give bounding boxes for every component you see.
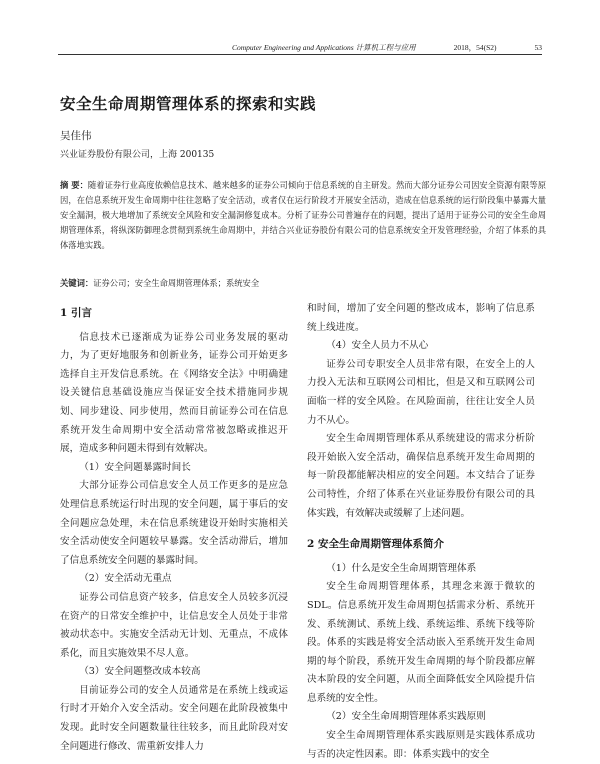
- paragraph: 信息技术已逐渐成为证券公司业务发展的驱动力，为了更好地服务和创新业务，证券公司开始更多选择自主开发信息系统。在《网络安全法》中明确建设关键信息基础设施应当保证安全技术措施同步规划、同步建设、同步使用，然而目前证券公司在信息系统开发生命周期中安全活动常常被忽略或推迟开展，造成多种问题未得到有效解决。: [60, 331, 288, 455]
- paragraph: 目前证券公司的安全人员通常是在系统上线或运行时才开始介入安全活动。安全问题在此阶段被集中发现。此时安全问题数量往往较多，而且此阶段对安全问题进行修改、需重新安排人力: [60, 684, 288, 752]
- section-heading-introduction: 1 引言: [60, 307, 92, 319]
- subheading: （4）安全人员力不从心: [326, 340, 429, 352]
- keywords: [60, 277, 546, 289]
- paragraph: 证券公司信息资产较多，信息安全人员较多沉浸在资产的日常安全维护中，让信息安全人员处于非常被动状态中。实施安全活动无计划、无重点，不成体系化，而且实施效果不尽人意。: [60, 591, 288, 659]
- paragraph: 安全生命周期管理体系，其理念来源于微软的SDL。信息系统开发生命周期包括需求分析、系统开发、系统测试、系统上线、系统运维、系统下线等阶段。体系的实践是将安全活动嵌入至系统开发生命周期的每个阶段，系统开发生命周期的每个阶段都应解决本阶段的安全问题，从而全面降低安全风险提升信息系统的安全性。: [307, 581, 535, 704]
- subheading: （1）安全问题暴露时间长: [79, 461, 191, 473]
- left-column: [60, 300, 288, 756]
- page-number: 53: [534, 42, 542, 52]
- paragraph: 安全生命周期管理体系从系统建设的需求分析阶段开始嵌入安全活动，确保信息系统开发生命周期的每一阶段都能解决相应的安全问题。本文结合了证券公司特性，介绍了体系在兴业证券股份有限公司的具体实践，有效解决或缓解了上述问题。: [307, 433, 535, 519]
- running-header: [58, 40, 542, 55]
- subheading: （2）安全生命周期管理体系实践原则: [326, 711, 486, 723]
- paragraph: 安全生命周期管理体系实践原则是实践体系成功与否的决定性因素。即：体系实践中的安全: [307, 730, 535, 760]
- abstract-text: 随着证券行业高度依赖信息技术、越来越多的证券公司倾向于信息系统的自主研发。然而大部分证券公司因安全资源有限等原因，在信息系统开发生命周期中往往忽略了安全活动，或者仅在运行阶段才开展安全活动，造成在信息系统的运行阶段集中暴露大量安全漏洞，极大地增加了系统安全风险和安全漏洞修复成本。分析了证券公司普遍存在的问题，提出了适用于证券公司的安全生命周期管理体系，将纵深防御理念贯彻到系统生命周期中，并结合兴业证券股份有限公司的信息系统安全开发管理经验，介绍了体系的具体落地实践。: [60, 180, 547, 250]
- author-affiliation: 兴业证券股份有限公司，上海 200135: [60, 150, 215, 160]
- journal-name: Computer Engineering and Applications 计算机工程与应用: [231, 42, 416, 52]
- paragraph: 和时间，增加了安全问题的整改成本，影响了信息系统上线进度。: [307, 303, 535, 333]
- paper-title: 安全生命周期管理体系的探索和实践: [60, 94, 317, 113]
- keywords-text: 证券公司；安全生命周期管理体系；系统安全: [93, 278, 260, 288]
- right-column: [307, 300, 535, 764]
- subheading: （3）安全问题整改成本较高: [79, 666, 201, 678]
- issue-info: 2018，54(S2): [453, 42, 497, 52]
- subheading: （2）安全活动无重点: [79, 573, 172, 585]
- abstract: [60, 178, 546, 253]
- subheading: （1）什么是安全生命周期管理体系: [326, 562, 477, 574]
- author-name: 吴佳伟: [60, 130, 92, 142]
- paragraph: 大部分证券公司信息安全人员工作更多的是应急处理信息系统运行时出现的安全问题，属于事后的安全问题应急处理，未在信息系统建设开始时实施相关安全活动使安全问题较早暴露。安全活动滞后，增加了信息系统安全问题的暴露时间。: [60, 480, 288, 566]
- keywords-label: 关键词：: [60, 278, 94, 288]
- abstract-label: 摘 要：: [60, 180, 88, 190]
- paragraph: 证券公司专职安全人员非常有限，在安全上的人力投入无法和互联网公司相比，但是又和互联网公司面临一样的安全风险。在风险面前，往往让安全人员力不从心。: [307, 358, 535, 426]
- section-heading-overview: 2 安全生命周期管理体系简介: [307, 538, 444, 551]
